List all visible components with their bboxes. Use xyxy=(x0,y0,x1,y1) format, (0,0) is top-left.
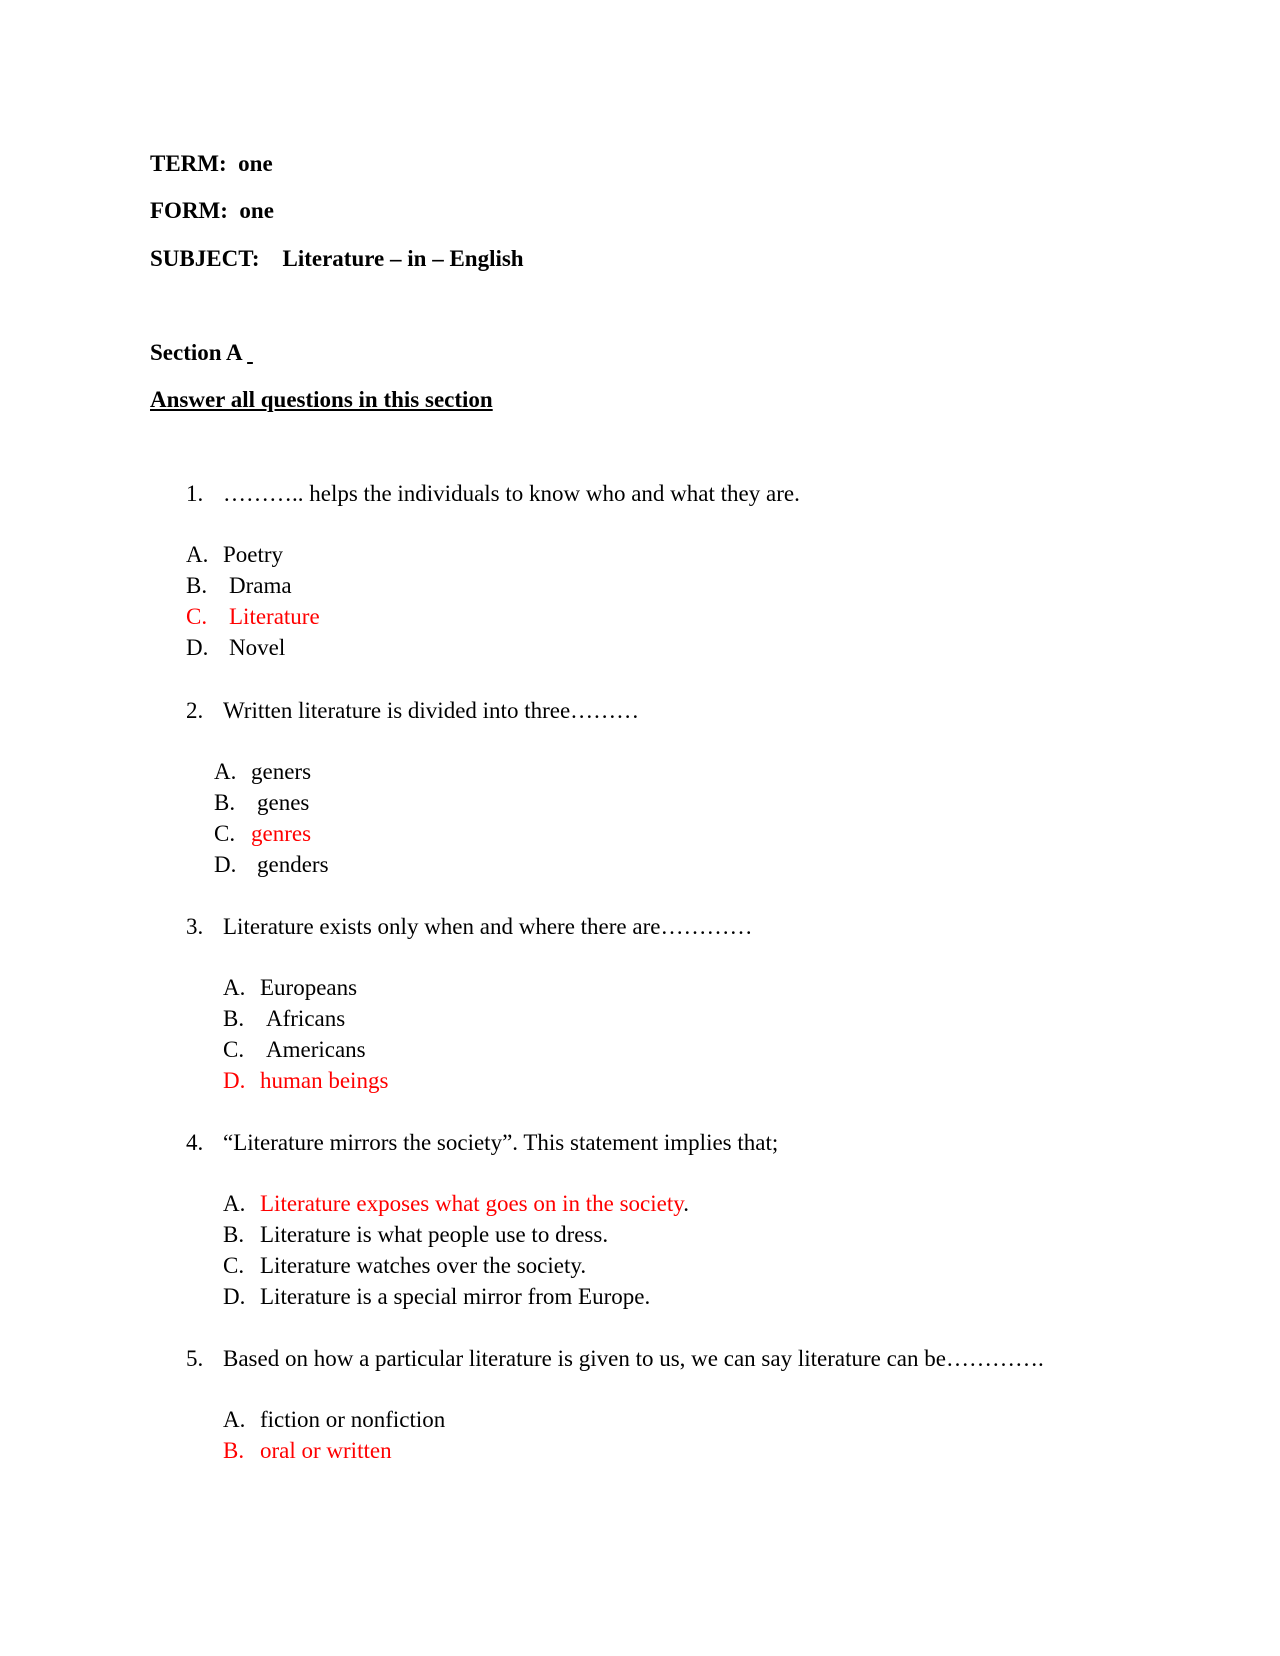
option-letter: C. xyxy=(223,1037,245,1062)
option-letter: A. xyxy=(223,1191,246,1216)
form-label: FORM: xyxy=(150,198,228,223)
option-2c-answer xyxy=(214,820,814,848)
option-text: oral or written xyxy=(260,1438,392,1463)
option-text: genres xyxy=(251,821,312,846)
option-3d-answer xyxy=(223,1067,823,1095)
option-2d xyxy=(214,851,814,879)
question-3 xyxy=(186,913,1186,941)
section-title-underscore xyxy=(247,340,253,365)
option-text: Europeans xyxy=(260,975,358,1000)
option-text: Poetry xyxy=(223,542,284,567)
form-value: one xyxy=(239,198,274,223)
term-line xyxy=(150,150,273,178)
term-value: one xyxy=(238,151,273,176)
option-3b xyxy=(223,1005,823,1033)
option-letter: A. xyxy=(223,975,246,1000)
option-suffix: . xyxy=(683,1191,689,1216)
option-letter: B. xyxy=(186,573,208,598)
option-text: genders xyxy=(257,852,329,877)
option-text: fiction or nonfiction xyxy=(260,1407,446,1432)
option-4b xyxy=(223,1221,1123,1249)
option-text: Literature is what people use to dress. xyxy=(260,1222,609,1247)
option-1a xyxy=(186,541,786,569)
option-text: Literature is a special mirror from Europe. xyxy=(260,1284,651,1309)
option-text: genes xyxy=(257,790,310,815)
option-letter: B. xyxy=(223,1438,245,1463)
subject-label: SUBJECT: xyxy=(150,246,260,271)
option-text: Literature xyxy=(229,604,320,629)
option-text: geners xyxy=(251,759,312,784)
option-letter: D. xyxy=(223,1284,246,1309)
option-letter: A. xyxy=(214,759,237,784)
option-letter: C. xyxy=(186,604,208,629)
option-4a-answer xyxy=(223,1190,1123,1218)
option-4c xyxy=(223,1252,1123,1280)
option-letter: D. xyxy=(223,1068,246,1093)
option-letter: B. xyxy=(214,790,236,815)
question-number: 2. xyxy=(186,698,204,723)
option-5b-answer xyxy=(223,1437,1123,1465)
term-label: TERM: xyxy=(150,151,227,176)
question-number: 3. xyxy=(186,914,204,939)
question-2 xyxy=(186,697,1186,725)
option-2a xyxy=(214,758,814,786)
option-letter: B. xyxy=(223,1006,245,1031)
question-5 xyxy=(186,1345,1246,1373)
option-text: Africans xyxy=(266,1006,346,1031)
question-4 xyxy=(186,1129,1186,1157)
question-1 xyxy=(186,480,1186,508)
option-text: Americans xyxy=(266,1037,366,1062)
section-title xyxy=(150,339,253,367)
option-answer-text: Literature exposes what goes on in the society xyxy=(260,1191,684,1216)
question-text: Based on how a particular literature is given to us, we can say literature can be…………. xyxy=(223,1346,1044,1371)
option-letter: D. xyxy=(214,852,237,877)
option-3a xyxy=(223,974,823,1002)
section-title-text: Section A xyxy=(150,340,242,365)
option-3c xyxy=(223,1036,823,1064)
subject-line xyxy=(150,245,524,273)
option-letter: A. xyxy=(223,1407,246,1432)
option-1b xyxy=(186,572,786,600)
option-2b xyxy=(214,789,814,817)
option-letter: D. xyxy=(186,635,209,660)
option-1d xyxy=(186,634,786,662)
option-text: Novel xyxy=(229,635,286,660)
subject-value: Literature – in – English xyxy=(282,246,524,271)
option-5a xyxy=(223,1406,1123,1434)
question-number: 5. xyxy=(186,1346,204,1371)
option-text: human beings xyxy=(260,1068,389,1093)
option-text xyxy=(260,1190,689,1218)
option-letter: C. xyxy=(214,821,236,846)
option-text: Drama xyxy=(229,573,292,598)
question-number: 4. xyxy=(186,1130,204,1155)
section-instruction: Answer all questions in this section xyxy=(150,387,493,412)
question-text: Written literature is divided into three……… xyxy=(223,698,640,723)
question-text: “Literature mirrors the society”. This statement implies that; xyxy=(223,1130,779,1155)
option-1c-answer xyxy=(186,603,786,631)
question-number: 1. xyxy=(186,481,204,506)
question-text: ……….. helps the individuals to know who and what they are. xyxy=(223,481,800,506)
option-letter: B. xyxy=(223,1222,245,1247)
form-line xyxy=(150,197,274,225)
option-text: Literature watches over the society. xyxy=(260,1253,587,1278)
option-letter: C. xyxy=(223,1253,245,1278)
question-text: Literature exists only when and where there are………… xyxy=(223,914,753,939)
option-4d xyxy=(223,1283,1123,1311)
option-letter: A. xyxy=(186,542,209,567)
